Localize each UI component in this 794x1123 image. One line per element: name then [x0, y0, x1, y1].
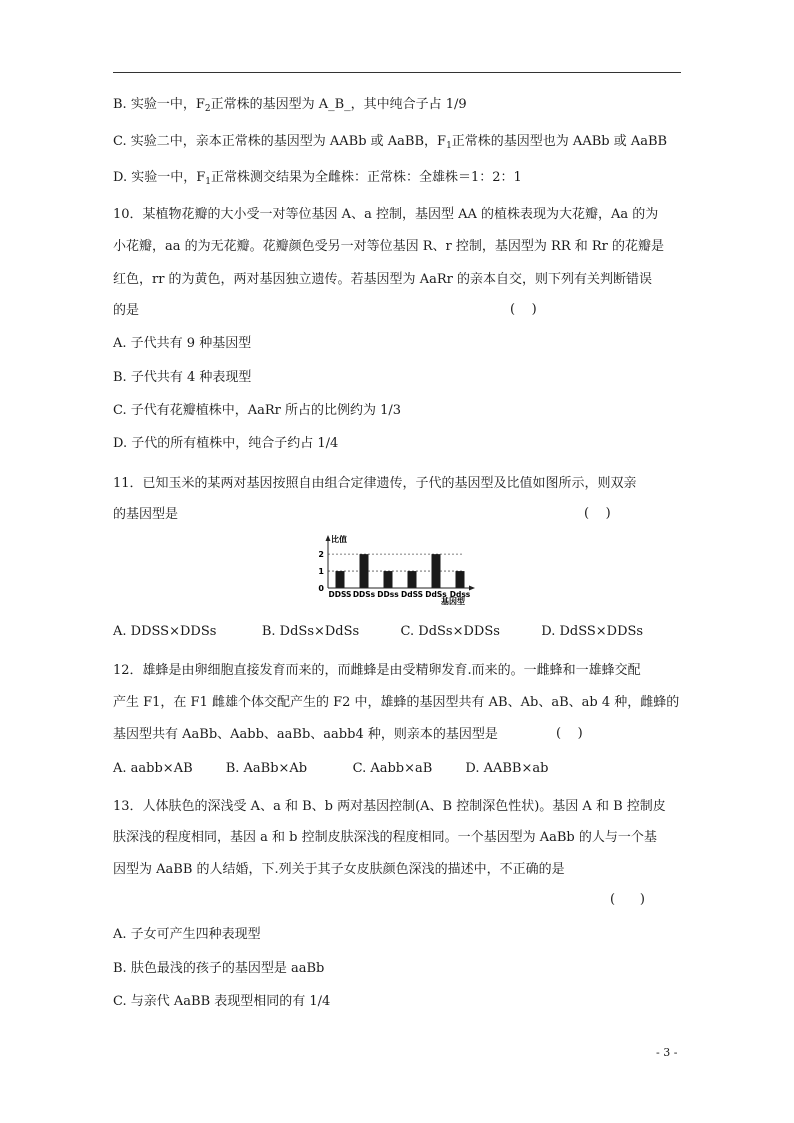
q11-options: A. DDSS×DDSs B. DdSs×DdSs C. DdSs×DDSs D. DdSS×DDSs	[113, 624, 644, 639]
bar	[336, 571, 345, 588]
q12-options: A. aabb×AB B. AaBb×Ab C. Aabb×aB D. AABB×ab	[113, 761, 549, 776]
q9-option-d: D. 实验一中，$F_1$正常株测交结果为全雌株：正常株：全雄株＝1：2：1	[113, 170, 522, 187]
x-tick-label: Ddss	[449, 590, 471, 599]
q12-answer-blank: ( )	[556, 726, 583, 741]
q10-answer-blank: ( )	[510, 302, 537, 317]
x-tick-label: DdSS	[400, 590, 424, 599]
q11-answer-blank: ( )	[584, 506, 611, 521]
q13-stem-line: 因型为 AaBB 的人结婚，下.列关于其子女皮肤颜色深浅的描述中，不正确的是	[113, 862, 565, 877]
bar	[456, 571, 465, 588]
q12-stem-line: 产生 F1，在 F1 雌雄个体交配产生的 F2 中，雄蜂的基因型共有 AB、Ab、aB、ab 4 种，雌蜂的	[113, 695, 680, 710]
q11-stem-line: 的基因型是	[113, 507, 179, 522]
x-tick-label: DDSS	[328, 590, 352, 599]
x-tick-label: DDSs	[352, 590, 376, 599]
q10-option-b: B. 子代共有 4 种表现型	[113, 370, 252, 385]
y-tick-label: 0	[318, 584, 324, 593]
q11-stem-line: 11．已知玉米的某两对基因按照自由组合定律遗传，子代的基因型及比值如图所示，则双亲	[113, 476, 637, 491]
y-axis-arrow	[326, 535, 331, 541]
q13-answer-blank: ( )	[610, 892, 645, 907]
y-tick-label: 2	[318, 550, 324, 560]
q10-stem-line: 10．某植物花瓣的大小受一对等位基因 A、a 控制，基因型 AA 的植株表现为大花瓣，Aa 的为	[113, 207, 659, 222]
bar	[360, 554, 369, 588]
bar	[384, 571, 393, 588]
q10-stem-line: 红色，rr 的为黄色，两对基因独立遗传。若基因型为 AaRr 的亲本自交，则下列有关判断错误	[113, 272, 652, 287]
x-tick-label: DdSs	[425, 590, 447, 599]
q10-option-d: D. 子代的所有植株中，纯合子约占 1/4	[113, 436, 339, 451]
y-tick-label: 1	[318, 567, 324, 577]
q13-option-b: B. 肤色最浅的孩子的基因型是 aaBb	[113, 961, 325, 976]
q13-option-c: C. 与亲代 AaBB 表现型相同的有 1/4	[113, 994, 331, 1009]
q10-option-c: C. 子代有花瓣植株中，AaRr 所占的比例约为 1/3	[113, 403, 402, 418]
bar	[408, 571, 417, 588]
q13-stem-line: 肤深浅的程度相同，基因 a 和 b 控制皮肤深浅的程度相同。一个基因型为 AaBb 的人与一个基	[113, 830, 657, 845]
q9-option-b: B. 实验一中，$F_2$正常株的基因型为 A_B_，其中纯合子占 1/9	[113, 97, 467, 114]
q10-option-a: A. 子代共有 9 种基因型	[113, 336, 252, 351]
page-number: - 3 -	[656, 1046, 678, 1059]
q9-option-c: C. 实验二中，亲本正常株的基因型为 AABb 或 AaBB，$F_1$正常株的基因型也为 AABb 或 AaBB	[113, 134, 668, 151]
q10-stem-line: 的是	[113, 303, 140, 318]
y-axis-label: 比值	[331, 535, 347, 544]
header-rule	[113, 72, 681, 73]
q10-stem-line: 小花瓣，aa 的为无花瓣。花瓣颜色受另一对等位基因 R、r 控制，基因型为 RR 和 Rr 的花瓣是	[113, 239, 665, 254]
genotype-ratio-chart	[312, 534, 477, 610]
q12-stem-line: 12．雄蜂是由卵细胞直接发育而来的，而雌蜂是由受精卵发育.而来的。一雌蜂和一雄蜂交配	[113, 663, 641, 678]
q13-option-a: A. 子女可产生四种表现型	[113, 927, 261, 942]
q12-stem-line: 基因型共有 AaBb、Aabb、aaBb、aabb4 种，则亲本的基因型是	[113, 727, 498, 742]
bar	[432, 554, 441, 588]
x-tick-label: DDss	[377, 590, 399, 599]
x-axis-label: 基因型	[441, 597, 465, 606]
q13-stem-line: 13．人体肤色的深浅受 A、a 和 B、b 两对基因控制(A、B 控制深色性状)。基因 A 和 B 控制皮	[113, 799, 666, 814]
